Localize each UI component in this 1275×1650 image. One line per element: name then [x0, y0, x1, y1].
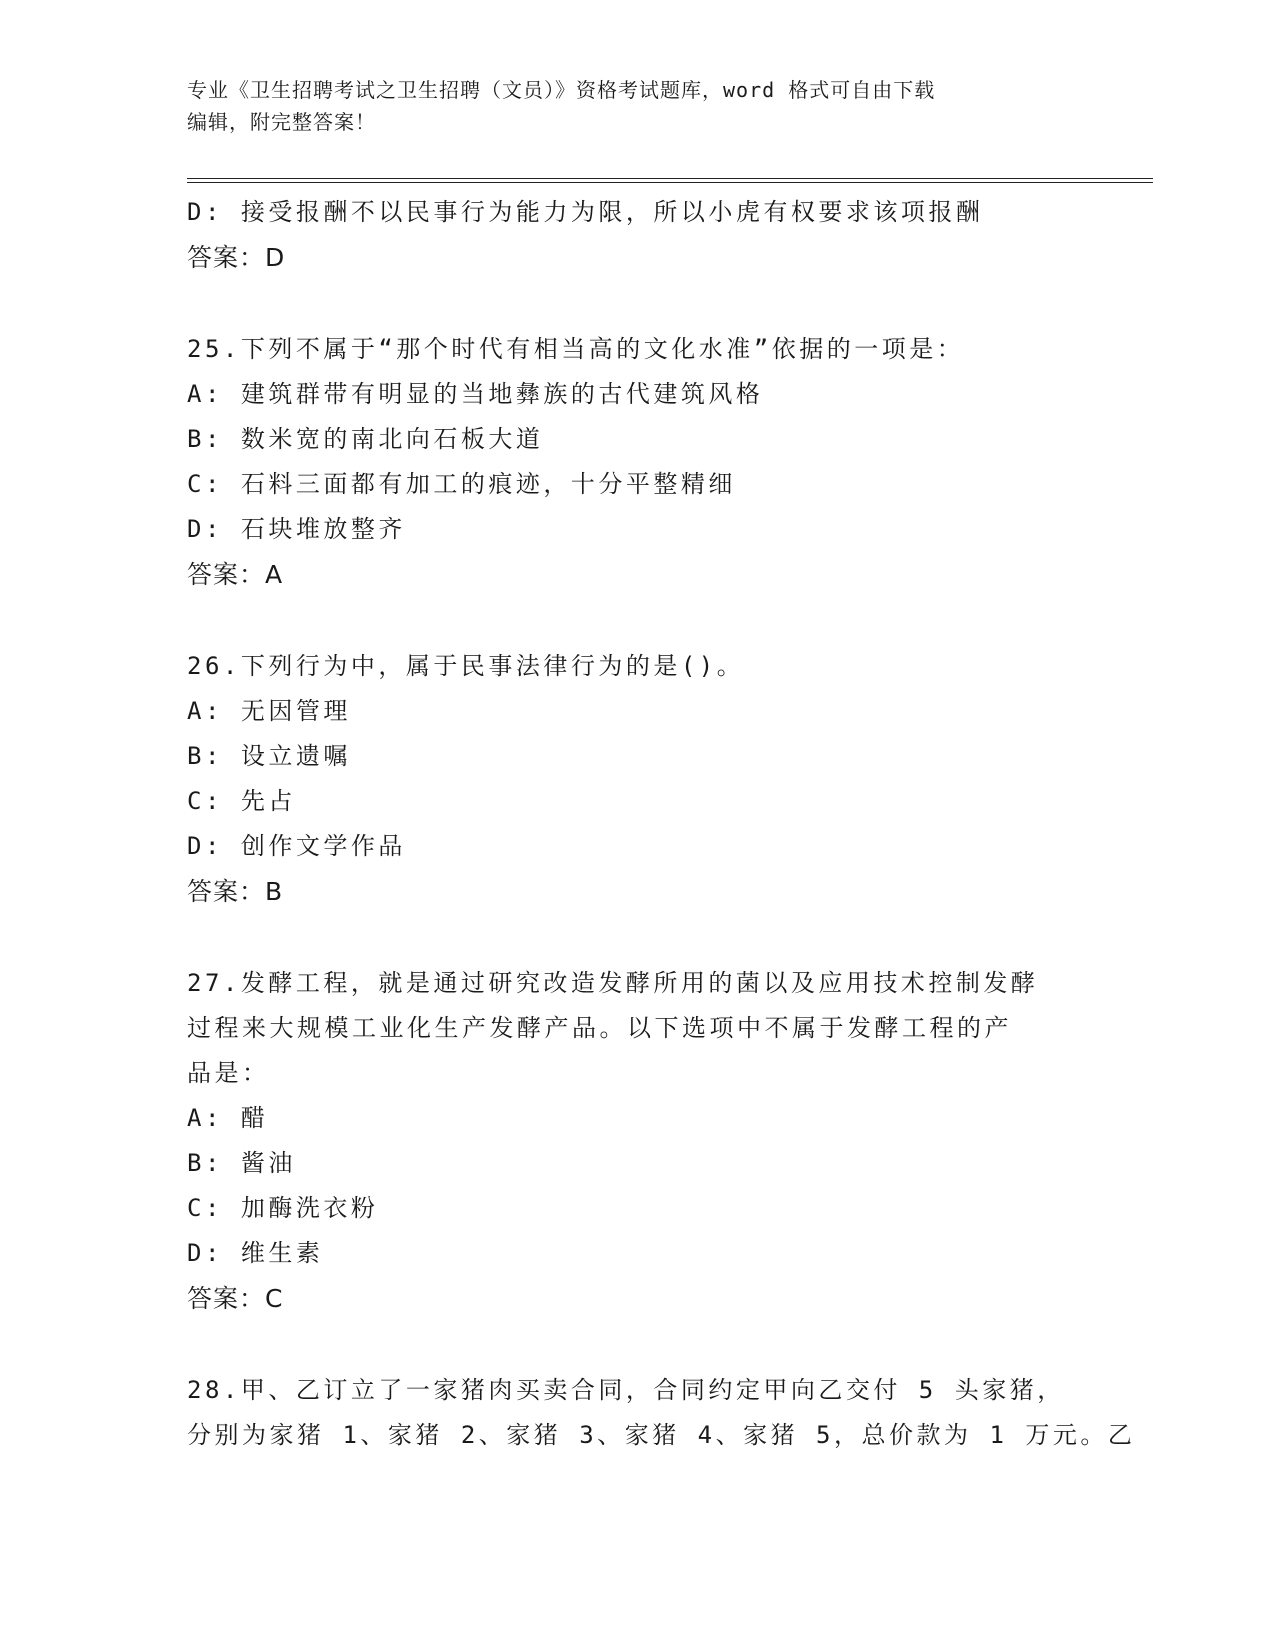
- question-stem: 25.下列不属于“那个时代有相当高的文化水准”依据的一项是：: [187, 335, 965, 363]
- option-d: D: 接受报酬不以民事行为能力为限，所以小虎有权要求该项报酬: [187, 198, 984, 226]
- document-header: [187, 74, 1087, 138]
- option-d: D: 维生素: [187, 1239, 324, 1267]
- question-27: [187, 961, 1097, 1321]
- option-a: A: 建筑群带有明显的当地彝族的古代建筑风格: [187, 380, 764, 408]
- question-stem-line: 品是：: [187, 1059, 270, 1087]
- option-a: A: 无因管理: [187, 697, 351, 725]
- question-26: [187, 644, 1097, 914]
- answer-label: 答案：C: [187, 1284, 284, 1313]
- option-c: C: 先占: [187, 787, 296, 815]
- option-d: D: 创作文学作品: [187, 832, 406, 860]
- question-stem-line: 过程来大规模工业化生产发酵产品。以下选项中不属于发酵工程的产: [187, 1014, 1012, 1042]
- option-b: B: 数米宽的南北向石板大道: [187, 425, 544, 453]
- answer-label: 答案：A: [187, 560, 284, 589]
- question-stem-line: 28.甲、乙订立了一家猪肉买卖合同，合同约定甲向乙交付 5 头家猪，: [187, 1376, 1065, 1404]
- question-25: [187, 327, 1097, 597]
- question-list: [187, 190, 1136, 1458]
- answer-label: 答案：B: [187, 877, 284, 906]
- header-line-2: 编辑，附完整答案！: [187, 110, 376, 134]
- header-divider-top: [187, 178, 1153, 179]
- option-c: C: 石料三面都有加工的痕迹，十分平整精细: [187, 470, 736, 498]
- question-stem-line: 27.发酵工程，就是通过研究改造发酵所用的菌以及应用技术控制发酵: [187, 969, 1039, 997]
- question-24-tail: [187, 190, 1097, 280]
- option-b: B: 设立遗嘱: [187, 742, 351, 770]
- option-b: B: 酱油: [187, 1149, 296, 1177]
- answer-label: 答案：D: [187, 243, 286, 272]
- option-d: D: 石块堆放整齐: [187, 515, 406, 543]
- header-line-1: 专业《卫生招聘考试之卫生招聘（文员）》资格考试题库，word 格式可自由下载: [187, 78, 936, 102]
- question-stem-line: 分别为家猪 1、家猪 2、家猪 3、家猪 4、家猪 5，总价款为 1 万元。乙: [187, 1421, 1136, 1449]
- option-c: C: 加酶洗衣粉: [187, 1194, 379, 1222]
- question-28: [187, 1368, 1136, 1458]
- question-stem: 26.下列行为中，属于民事法律行为的是()。: [187, 652, 745, 680]
- header-divider-bottom: [187, 182, 1153, 183]
- option-a: A: 醋: [187, 1104, 269, 1132]
